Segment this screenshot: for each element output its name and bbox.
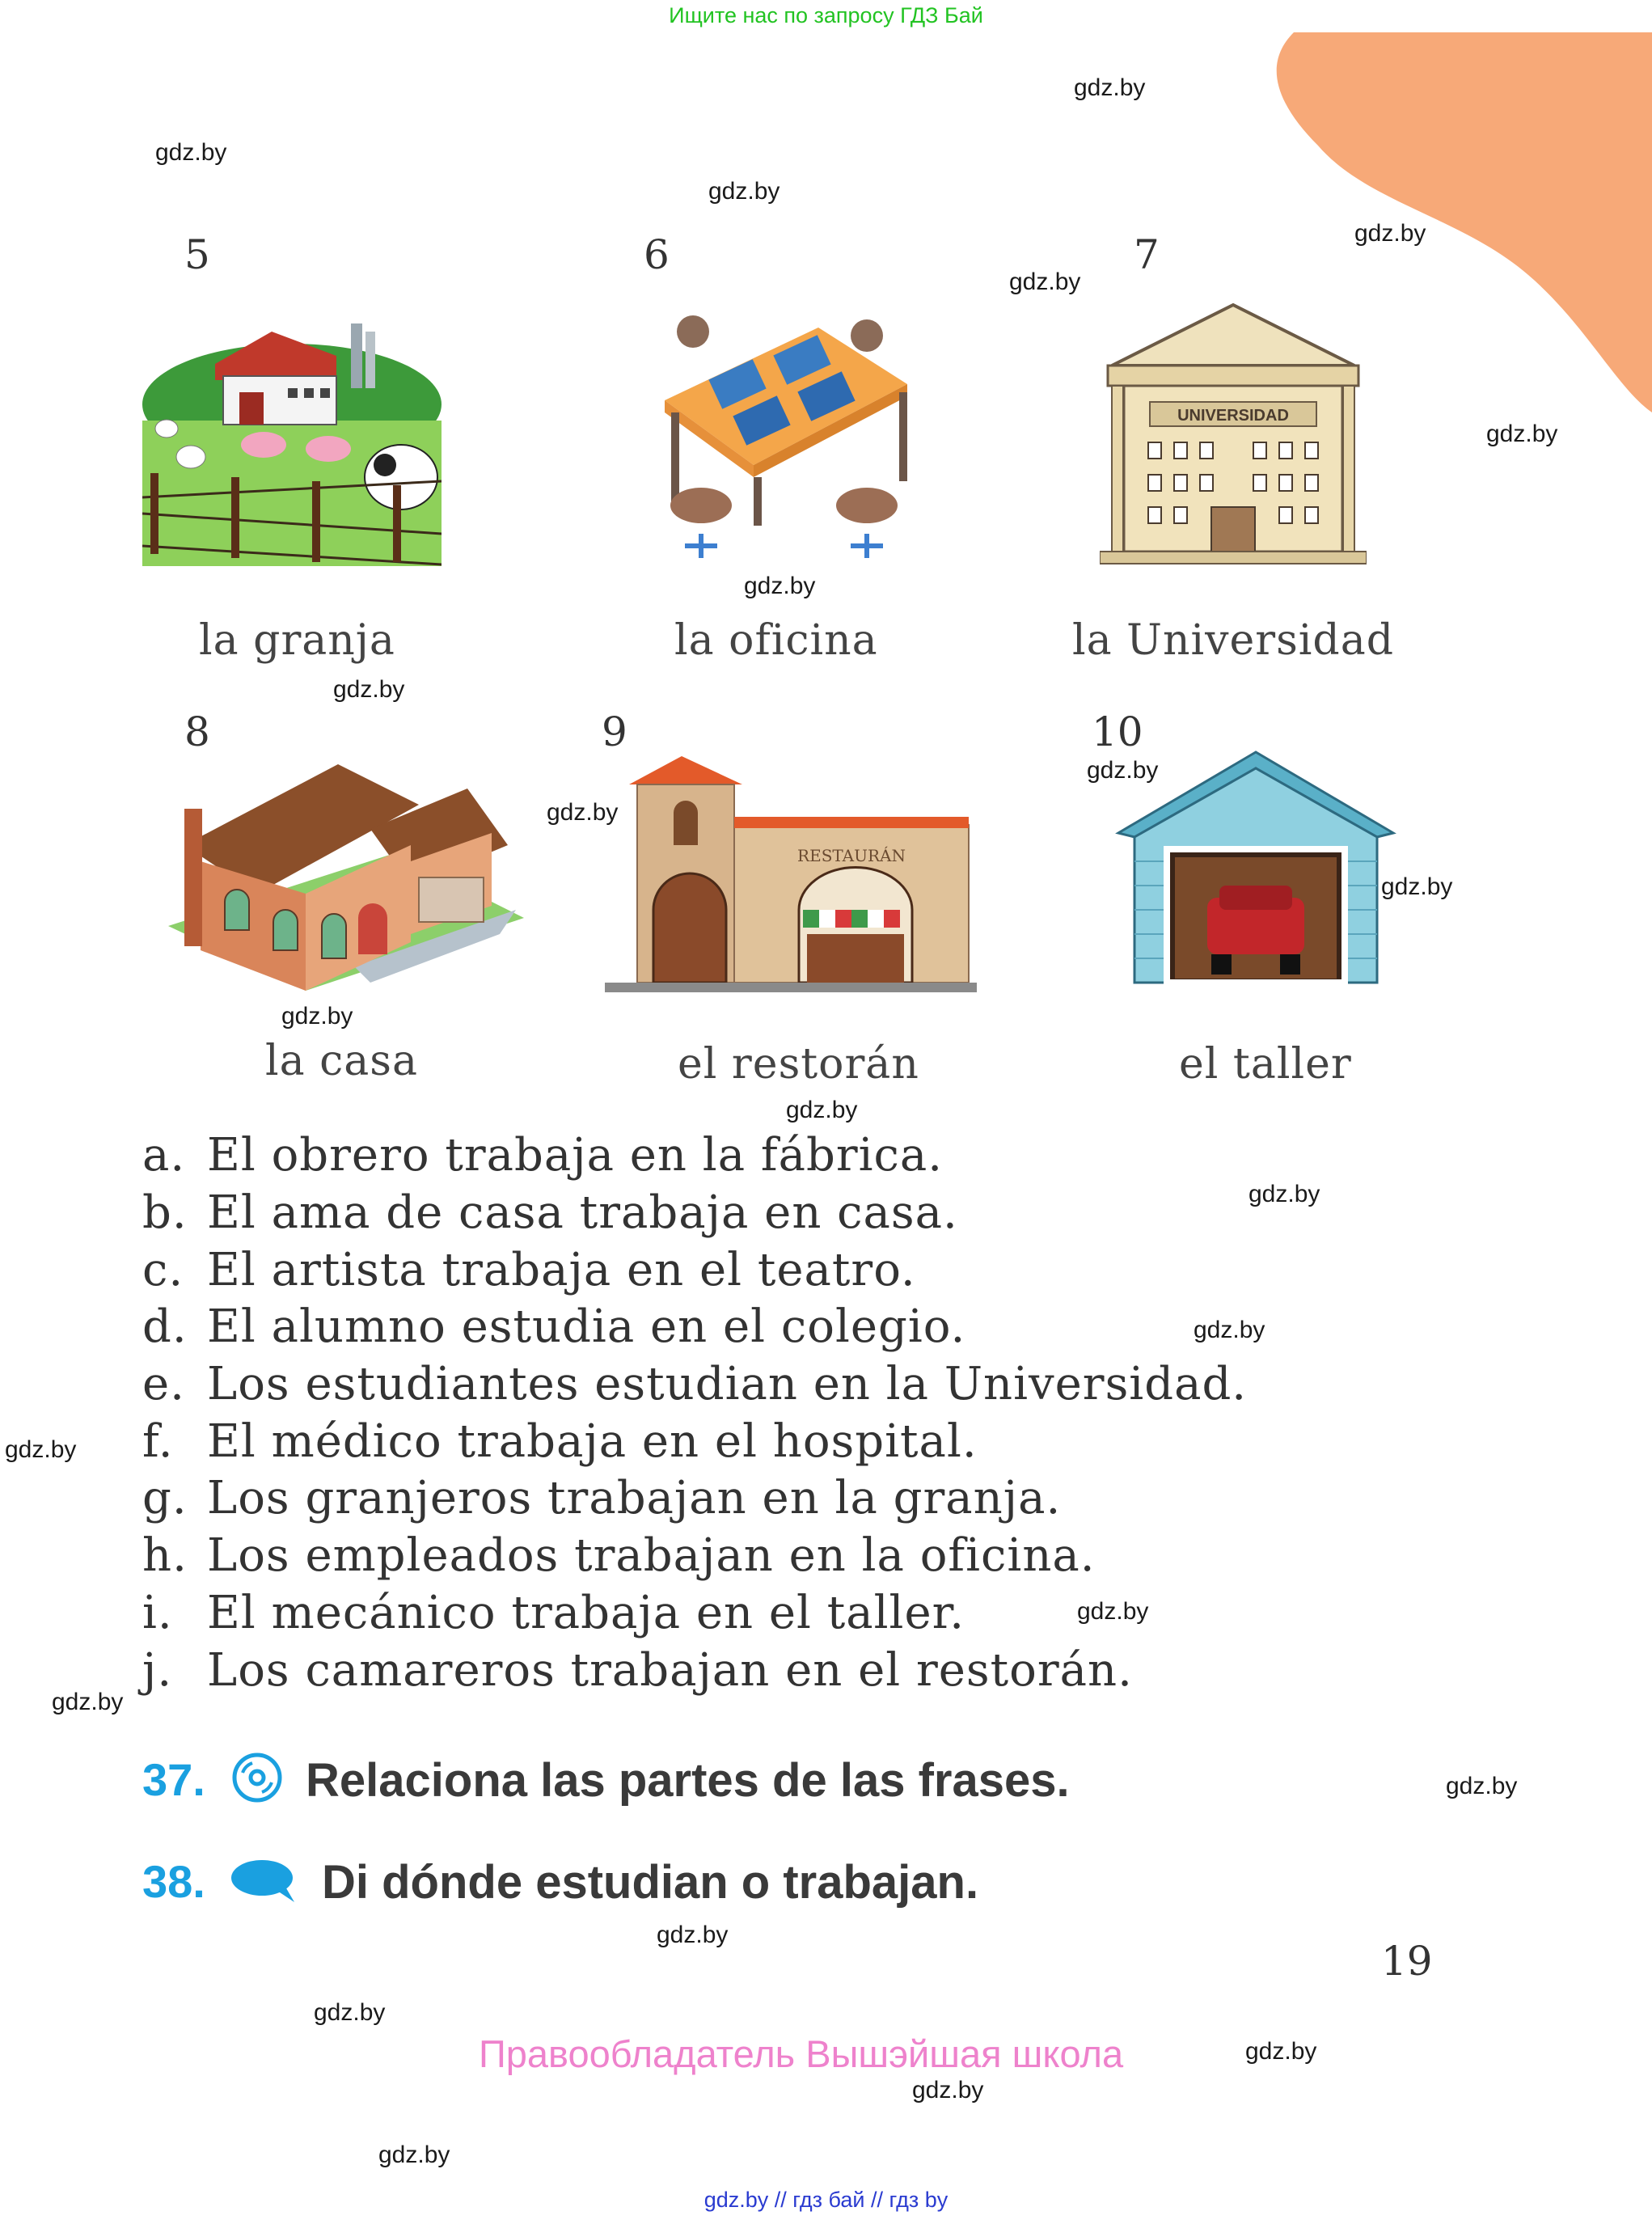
sentence-text: Los camareros trabajan en el restorán. [207,1644,1133,1697]
sentence-text: Los estudiantes estudian en la Universidad. [207,1358,1248,1410]
figure-caption: el taller [1179,1040,1352,1089]
sentence-item [142,1415,978,1468]
figure-caption: la casa [265,1037,418,1085]
watermark: gdz.by [333,676,405,703]
watermark: gdz.by [378,2142,450,2168]
task-37 [142,1753,205,1806]
watermark: gdz.by [1194,1317,1265,1343]
sentence-text: El alumno estudia en el colegio. [207,1300,966,1353]
garage-illustration [1114,748,1397,991]
university-illustration [1100,301,1367,572]
sentence-text: El artista trabaja en el teatro. [207,1244,916,1296]
house-illustration [152,756,524,999]
speech-bubble-icon [230,1858,299,1905]
figure-number: 8 [184,708,210,755]
sentence-letter: i. [142,1587,173,1639]
sentence-item [142,1358,1247,1410]
sentence-letter: c. [142,1244,184,1296]
watermark: gdz.by [1249,1181,1320,1207]
sentence-item [142,1129,943,1182]
farm-illustration [142,307,442,566]
search-banner[interactable]: Ищите нас по запросу ГДЗ Бай [669,3,983,27]
figure-caption: la granja [199,616,395,665]
sentence-text: Los granjeros trabajan en la granja. [207,1472,1062,1524]
office-illustration [624,311,915,570]
task-number: 37. [142,1754,205,1805]
task-number: 38. [142,1856,205,1907]
sentence-item [142,1644,1133,1697]
task-38-instruction [322,1855,978,1909]
sentence-letter: a. [142,1129,186,1182]
watermark: gdz.by [744,573,816,599]
sentence-item [142,1244,916,1296]
watermark: gdz.by [1354,220,1426,247]
sentence-letter: j. [142,1644,173,1697]
watermark: gdz.by [52,1689,124,1715]
copyright-notice: Правообладатель Вышэйшая школа [479,2032,1124,2075]
sentence-text: El médico trabaja en el hospital. [207,1415,978,1468]
watermark: gdz.by [281,1003,353,1030]
university-sign: UNIVERSIDAD [1177,407,1289,425]
restaurant-illustration [605,752,977,995]
task-text: Di dónde estudian o trabajan. [322,1856,979,1909]
watermark: gdz.by [547,799,619,826]
sentence-letter: h. [142,1529,188,1582]
sentence-text: El ama de casa trabaja en casa. [207,1186,958,1239]
watermark: gdz.by [786,1097,858,1123]
sentence-item [142,1587,965,1639]
watermark: gdz.by [1486,421,1558,447]
task-37-instruction [306,1753,1070,1808]
watermark: gdz.by [314,1999,386,2026]
watermark: gdz.by [708,178,780,205]
figure-number: 10 [1092,708,1143,755]
sentence-item [142,1529,1096,1582]
figure-caption: la Universidad [1072,616,1395,665]
watermark: gdz.by [1245,2038,1317,2065]
watermark: gdz.by [1381,873,1453,900]
figure-number: 6 [644,231,670,278]
figure-number: 9 [602,708,627,755]
sentence-letter: d. [142,1300,188,1353]
sentence-letter: b. [142,1186,188,1239]
watermark: gdz.by [1009,268,1081,295]
watermark: gdz.by [1074,74,1146,101]
restaurant-sign: RESTAURÁN [797,846,906,865]
sentence-item [142,1472,1061,1524]
watermark: gdz.by [5,1436,77,1463]
sentence-letter: e. [142,1358,185,1410]
sentence-text: El obrero trabaja en la fábrica. [207,1129,944,1182]
footer-links[interactable]: gdz.by // гдз бай // гдз by [703,2188,949,2212]
watermark: gdz.by [155,139,227,166]
figure-number: 5 [184,231,210,278]
page-number: 19 [1381,1938,1433,1985]
watermark: gdz.by [1077,1598,1149,1625]
watermark: gdz.by [657,1922,729,1948]
figure-number: 7 [1134,231,1160,278]
watermark: gdz.by [1087,757,1159,784]
task-text: Relaciona las partes de las frases. [306,1754,1070,1807]
task-38 [142,1855,205,1908]
sentence-letter: f. [142,1415,174,1468]
figure-caption: la oficina [674,616,878,665]
sentence-item [142,1300,965,1353]
watermark: gdz.by [1446,1773,1518,1799]
audio-disc-icon [231,1752,283,1803]
watermark: gdz.by [912,2077,984,2103]
sentence-text: El mecánico trabaja en el taller. [207,1587,965,1639]
sentence-letter: g. [142,1472,188,1524]
sentence-text: Los empleados trabajan en la oficina. [207,1529,1096,1582]
sentence-item [142,1186,958,1239]
figure-caption: el restorán [678,1040,919,1089]
